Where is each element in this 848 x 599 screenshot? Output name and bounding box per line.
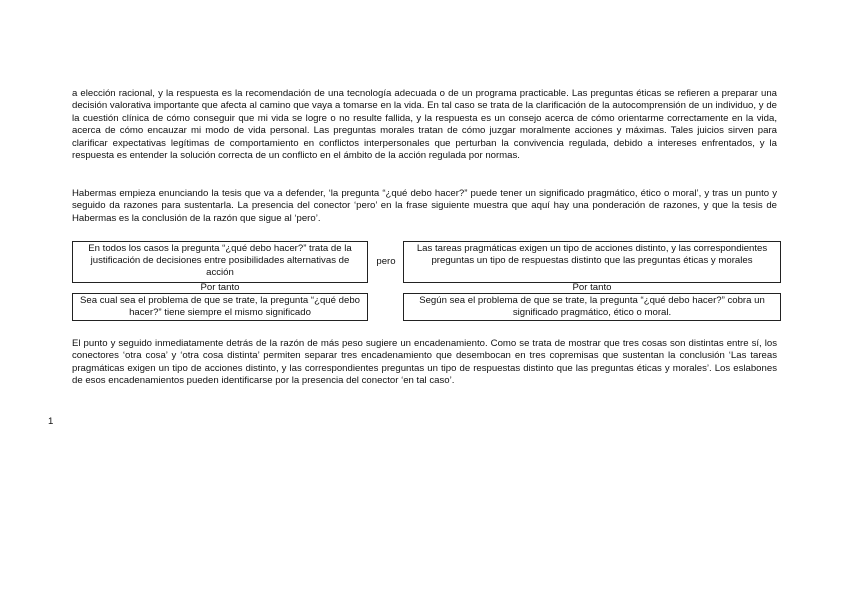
connector-por-tanto-right: Por tanto	[572, 282, 612, 293]
premise-box-pragmatic: Las tareas pragmáticas exigen un tipo de acciones distinto, y las correspondientes preguntas un tipo de respuestas distinto que las preguntas éticas y morales	[403, 241, 781, 283]
conclusion-box-same-meaning: Sea cual sea el problema de que se trate, la pregunta “¿qué debo hacer?” tiene siempre el mismo significado	[72, 293, 368, 321]
paragraph-chaining: El punto y seguido inmediatamente detrás de la razón de más peso sugiere un encadenamiento. Como se trata de mostrar que tres cosas son distintas entre sí, los conectores ‘otra cosa’ y ‘otra cosa distinta’ permiten separar tres encadenamiento que desembocan en tres copremisas que sustentan la conclusión ‘Las tareas pragmáticas exigen un tipo de acciones distinto, y las correspondientes preguntas un tipo de respuestas distinto que las preguntas éticas y morales’. Los eslabones de esos encadenamientos pueden identificarse por la presencia del conector ‘en tal caso’.	[72, 338, 777, 387]
premise-box-general: En todos los casos la pregunta “¿qué debo hacer?” trata de la justificación de decisiones entre posibilidades alternativas de acción	[72, 241, 368, 283]
conclusion-box-varied-meaning: Según sea el problema de que se trate, la pregunta “¿qué debo hacer?” cobra un significado pragmático, ético o moral.	[403, 293, 781, 321]
paragraph-habermas-thesis: Habermas empieza enunciando la tesis que va a defender, ‘la pregunta “¿qué debo hacer?” puede tener un significado pragmático, ético o moral’, y tras un punto y seguido da razones para sustentarla. La presencia del conector ‘pero’ en la frase siguiente muestra que aquí hay una ponderación de razones, y que la tesis de Habermas es la conclusión de la razón que sigue al ‘pero’.	[72, 188, 777, 224]
paragraph-choice-types: a elección racional, y la respuesta es la recomendación de una tecnología adecuada o de un programa practicable. Las preguntas éticas se refieren a preparar una decisión valorativa importante que afecta al camino que vaya a tomarse en la vida. En tal caso se trata de la clarificación de la autocomprensión de un individuo, y de la cuestión clínica de cómo conseguir que mi vida se logre o no resulte fallida, y la respuesta es un consejo acerca de cómo orientarme correctamente en la vida, acerca de cómo encauzar mi modo de vida personal. Las preguntas morales tratan de cómo juzgar moralmente acciones y máximas. Tales juicios sirven para clarificar expectativas legítimas de comportamiento en conflictos interpersonales que perturban la convivencia regulada, debido a intereses enfrentados, y la respuesta es entender la solución correcta de un conflicto en el ámbito de la acción regulada por normas.	[72, 88, 777, 162]
connector-pero: pero	[376, 256, 396, 267]
page-number: 1	[48, 416, 54, 427]
connector-por-tanto-left: Por tanto	[200, 282, 240, 293]
